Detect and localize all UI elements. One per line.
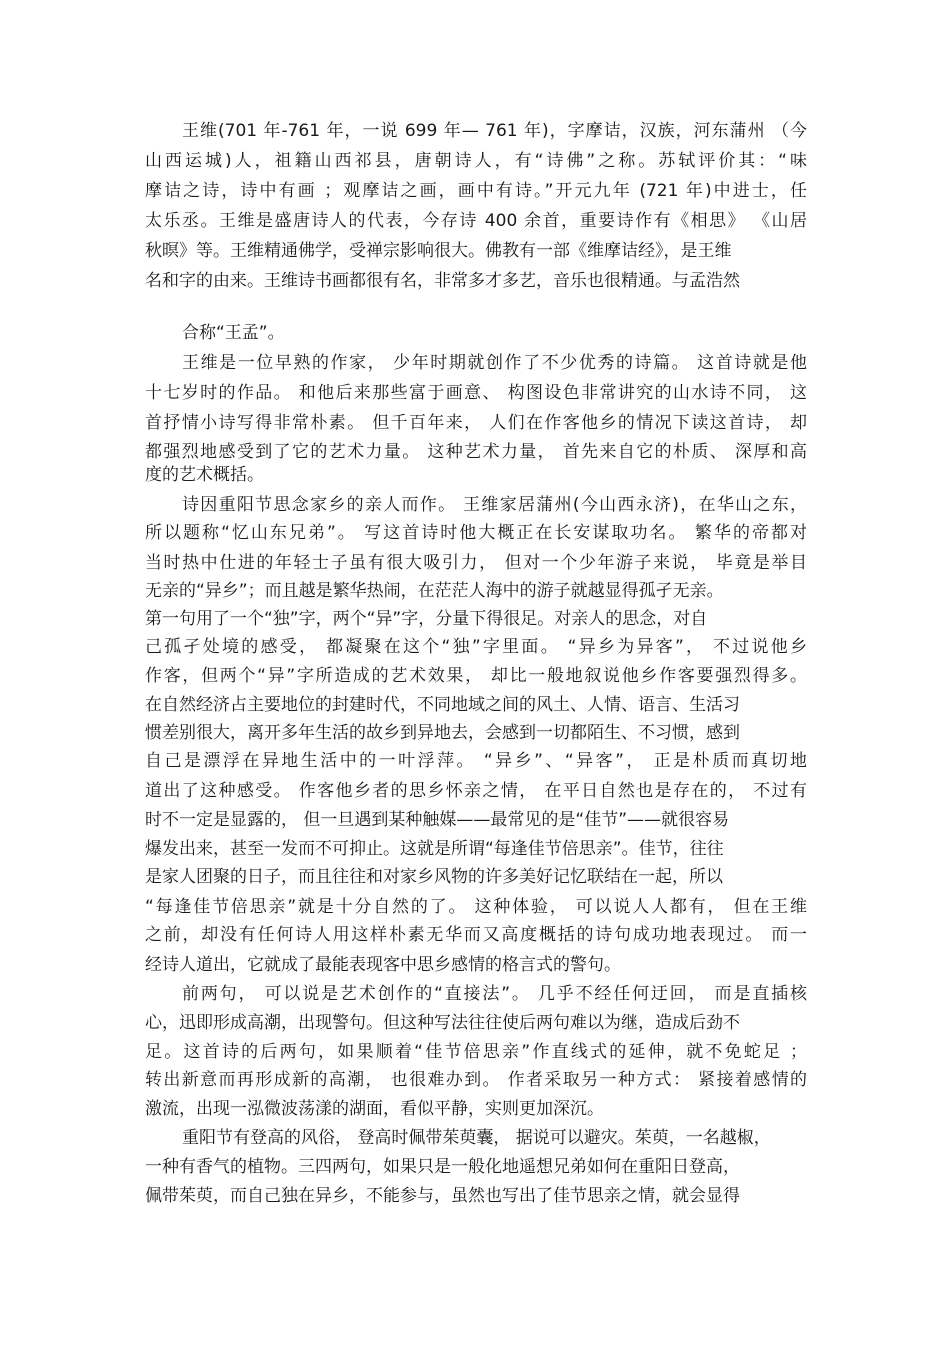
text-line: 爆发出来，甚至一发而不可抑止。这就是所谓“每逢佳节倍思亲”。佳节，往往 <box>145 839 724 859</box>
text-line: 佩带茱萸，而自己独在异乡，不能参与，虽然也写出了佳节思亲之情，就会显得 <box>145 1186 740 1206</box>
text-line: 第一句用了一个“独”字，两个“异”字，分量下得很足。对亲人的思念，对自 <box>145 609 708 629</box>
text-line: 所以题称“忆山东兄弟”。 写这首诗时他大概正在长安谋取功名。 繁华的帝都对 <box>145 523 807 543</box>
text-line: 之前，却没有任何诗人用这样朴素无华而又高度概括的诗句成功地表现过。 而一 <box>145 925 807 945</box>
text-line: 王维(701 年-761 年，一说 699 年— 761 年)，字摩诘，汉族，河东蒲州 （今 <box>182 121 807 141</box>
text-line: 是家人团聚的日子，而且往往和对家乡风物的许多美好记忆联结在一起，所以 <box>145 867 723 887</box>
text-line: “每逢佳节倍思亲”就是十分自然的了。 这种体验， 可以说人人都有， 但在王维 <box>145 897 807 917</box>
text-line: 重阳节有登高的风俗， 登高时佩带茱萸囊， 据说可以避灾。茱萸，一名越椒， <box>182 1128 771 1148</box>
text-line: 合称“王孟”。 <box>182 323 285 343</box>
text-line: 当时热中仕进的年轻士子虽有很大吸引力， 但对一个少年游子来说， 毕竟是举目 <box>145 553 807 573</box>
text-line: 足。这首诗的后两句，如果顺着“佳节倍思亲”作直线式的延伸，就不免蛇足 ； <box>145 1042 807 1062</box>
text-line: 惯差别很大，离开多年生活的故乡到异地去，会感到一切都陌生、不习惯，感到 <box>145 723 740 743</box>
text-line: 激流，出现一泓微波荡漾的湖面，看似平静，实则更加深沉。 <box>145 1099 604 1119</box>
text-line: 首抒情小诗写得非常朴素。 但千百年来， 人们在作客他乡的情况下读这首诗， 却 <box>145 413 807 433</box>
text-line: 自己是漂浮在异地生活中的一叶浮萍。 “异乡”、“异客”， 正是朴质而真切地 <box>145 751 807 771</box>
text-line: 前两句， 可以说是艺术创作的“直接法”。 几乎不经任何迂回， 而是直插核 <box>182 984 807 1004</box>
text-line: 山西运城)人，祖籍山西祁县，唐朝诗人，有“诗佛”之称。苏轼评价其：“味 <box>145 151 807 171</box>
text-line: 名和字的由来。王维诗书画都很有名，非常多才多艺，音乐也很精通。与孟浩然 <box>145 271 740 291</box>
text-line: 秋暝》等。王维精通佛学，受禅宗影响很大。佛教有一部《维摩诘经》，是王维 <box>145 241 732 261</box>
text-line: 时不一定是显露的， 但一旦遇到某种触媒——最常见的是“佳节”——就很容易 <box>145 810 730 830</box>
text-line: 王维是一位早熟的作家， 少年时期就创作了不少优秀的诗篇。 这首诗就是他 <box>182 353 807 373</box>
text-line: 作客，但两个“异”字所造成的艺术效果， 却比一般地叙说他乡作客要强烈得多。 <box>145 666 807 686</box>
text-line: 道出了这种感受。 作客他乡者的思乡怀亲之情， 在平日自然也是存在的， 不过有 <box>145 781 807 801</box>
text-line: 诗因重阳节思念家乡的亲人而作。 王维家居蒲州(今山西永济)，在华山之东， <box>182 495 807 515</box>
text-line: 经诗人道出，它就成了最能表现客中思乡感情的格言式的警句。 <box>145 955 621 975</box>
text-line: 十七岁时的作品。 和他后来那些富于画意、 构图设色非常讲究的山水诗不同， 这 <box>145 383 807 403</box>
text-line: 心，迅即形成高潮，出现警句。但这种写法往往使后两句难以为继，造成后劲不 <box>145 1013 740 1033</box>
text-line: 都强烈地感受到了它的艺术力量。 这种艺术力量， 首先来自它的朴质、 深厚和高 <box>145 442 807 462</box>
text-line: 无亲的“异乡”；而且越是繁华热闹，在茫茫人海中的游子就越显得孤孑无亲。 <box>145 581 724 601</box>
text-line: 太乐丞。王维是盛唐诗人的代表，今存诗 400 余首，重要诗作有《相思》 《山居 <box>145 211 807 231</box>
text-line: 度的艺术概括。 <box>145 465 264 485</box>
text-line: 摩诘之诗，诗中有画 ；观摩诘之画，画中有诗。”开元九年 (721 年)中进士，任 <box>145 181 807 201</box>
text-line: 己孤孑处境的感受， 都凝聚在这个“独”字里面。 “异乡为异客”， 不过说他乡 <box>145 637 807 657</box>
text-line: 一种有香气的植物。三四两句，如果只是一般化地遥想兄弟如何在重阳日登高， <box>145 1157 740 1177</box>
text-line: 转出新意而再形成新的高潮， 也很难办到。 作者采取另一种方式： 紧接着感情的 <box>145 1070 807 1090</box>
text-line: 在自然经济占主要地位的封建时代，不同地域之间的风土、人情、语言、生活习 <box>145 695 740 715</box>
